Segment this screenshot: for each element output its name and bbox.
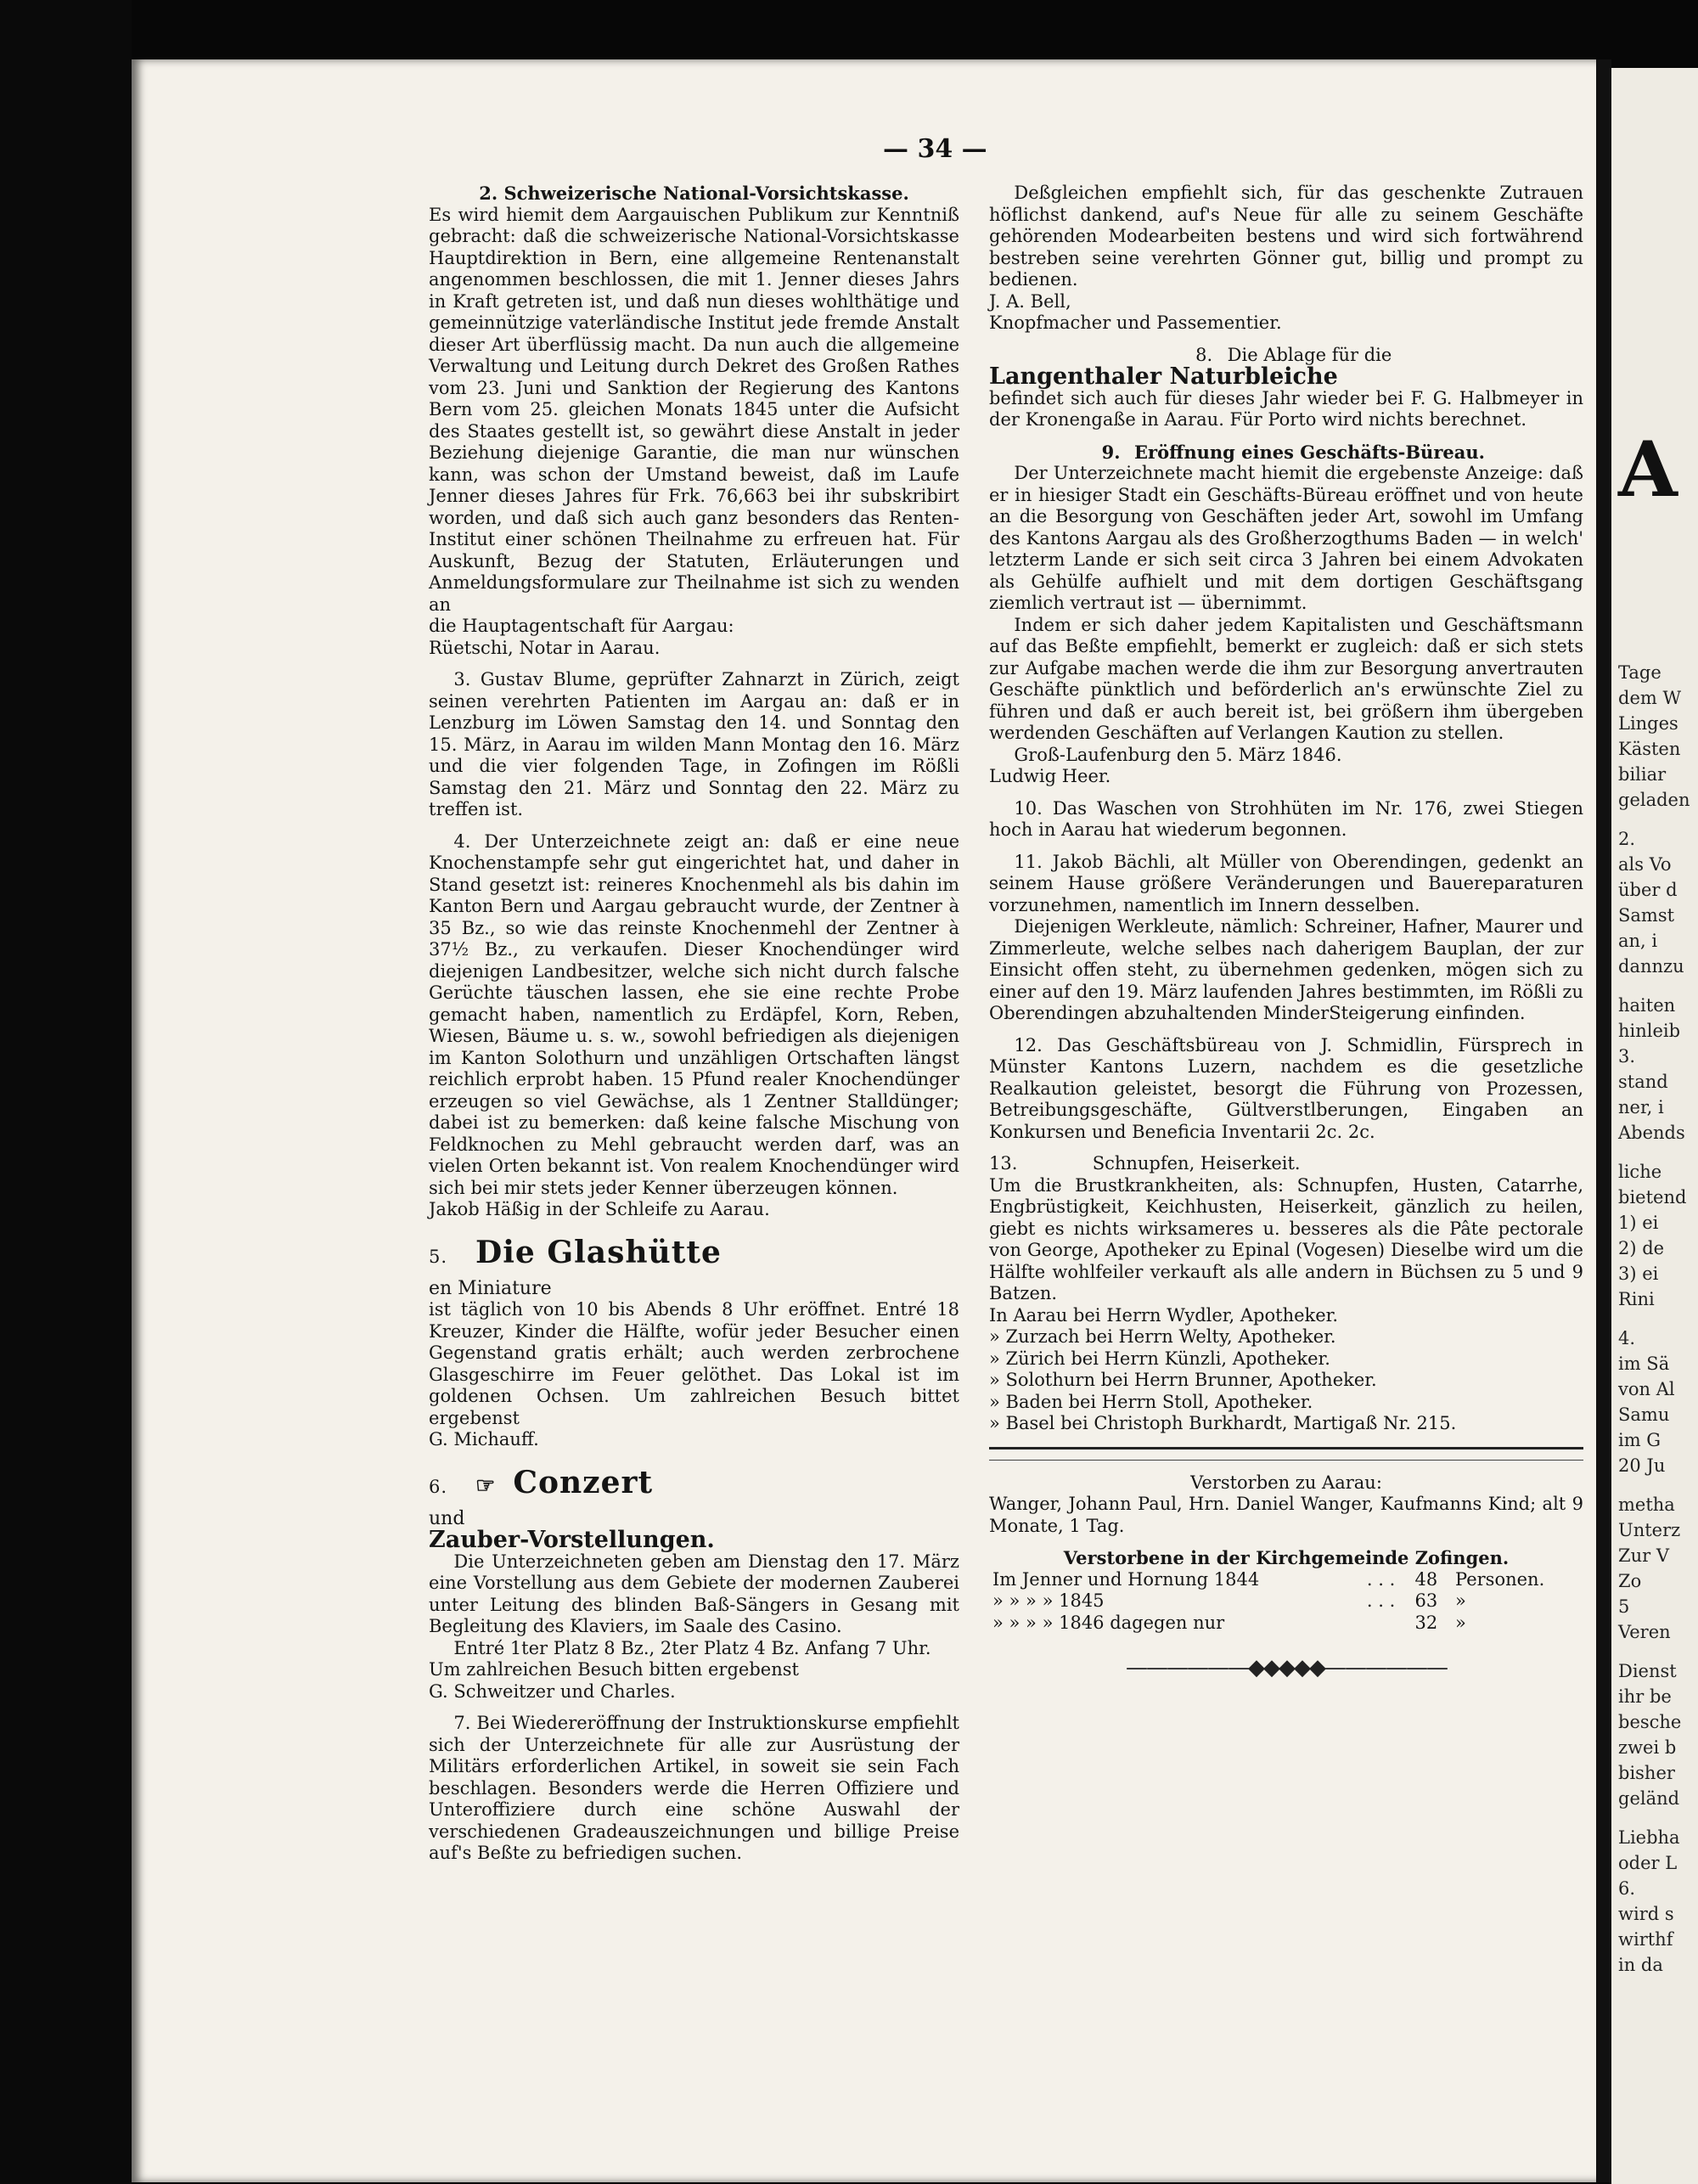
adjacent-page-fragment: geländ [1618, 1788, 1680, 1809]
ad-text: Diejenigen Werkleute, nämlich: Schreiner, Hafner, Maurer und Zimmerleute, welche selbes nach daherigem Bauplan, der zur Einsicht offen steht, zu übernehmen gedenken, mögen sich zu einer auf den 19. März laufenden Jahres bestimmten, im Rößli zu Oberendingen abzuhaltenden MinderSteigerung einfinden. [989, 916, 1583, 1023]
adjacent-page-fragment: Dienst [1618, 1661, 1677, 1681]
ad-title-and: und [429, 1507, 465, 1529]
adjacent-page-edge [1611, 68, 1698, 2184]
scan-margin [0, 0, 132, 2184]
adjacent-page-fragment: in da [1618, 1955, 1663, 1975]
ad-title: Schweizerische National-Vorsichtskasse. [503, 183, 909, 204]
seller-line: » Basel bei Christoph Burkhardt, Martigaß Nr. 215. [989, 1413, 1457, 1433]
adjacent-page-fragment: Samst [1618, 905, 1675, 926]
ad-knochenmehl [429, 831, 959, 1221]
adjacent-page-fragment: 3. [1618, 1046, 1636, 1067]
adjacent-page-fragment: Zur V [1618, 1545, 1669, 1566]
adjacent-page-fragment: 2) de [1618, 1238, 1665, 1258]
adjacent-page-fragment: bisher [1618, 1763, 1675, 1783]
end-ornament-icon: ——————◆◆◆◆◆—————— [1126, 1655, 1447, 1680]
ad-militaer-continued [989, 183, 1583, 335]
ad-text: Indem er sich daher jedem Kapitalisten und Geschäftsmann auf das Beßte empfiehlt, bemerkt er zugleich: daß er sich stets zur Aufgabe machen werde die ihm zur Besorgung anvertrauten Geschäfte pünktlich und beförderlich an's erwünschte Ziel zu führen und daß er auch bereit ist, bei größern ihm übergeben werdenden Geschäften auf Verlangen Kaution zu stellen. [989, 614, 1583, 743]
ad-baechli [989, 852, 1583, 1025]
row-unit: » [1455, 1612, 1466, 1633]
row-count: 63 [1414, 1590, 1438, 1611]
adjacent-page-fragment: 2. [1618, 829, 1636, 849]
ad-signature: die Hauptagentschaft für Aargau: [429, 616, 734, 636]
ad-strohhuete [989, 798, 1583, 842]
adjacent-page-fragment: zwei b [1618, 1737, 1677, 1758]
row-unit: Personen. [1455, 1568, 1545, 1590]
death-stats-table [989, 1569, 1583, 1635]
adjacent-page-fragment: 3) ei [1618, 1264, 1659, 1284]
adjacent-page-fragment: wird s [1618, 1904, 1674, 1924]
ad-title: Eröffnung eines Geschäfts-Büreau. [1134, 441, 1485, 463]
ad-national-vorsichtskasse [429, 183, 959, 659]
adjacent-page-fragment: hinleib [1618, 1021, 1681, 1041]
adjacent-page-initial: A [1618, 425, 1678, 515]
ad-militaer [429, 1713, 959, 1865]
ad-place-date: Groß-Laufenburg den 5. März 1846. [1014, 744, 1342, 765]
row-dots: . . . [1366, 1590, 1396, 1611]
deaths-aarau [989, 1472, 1583, 1538]
ad-text: befindet sich auch für dieses Jahr wieder bei F. G. Halbmeyer in der Kronengaße in Aarau. Für Porto wird nichts berechnet. [989, 387, 1583, 430]
ad-text: 10. Das Waschen von Strohhüten im Nr. 176, zwei Stiegen hoch in Aarau hat wiederum begonnen. [989, 797, 1583, 840]
adjacent-page-fragment: Liebha [1618, 1827, 1680, 1848]
ad-signature: Ludwig Heer. [989, 766, 1111, 786]
death-entry: Wanger, Johann Paul, Hrn. Daniel Wanger, Kaufmanns Kind; alt 9 Monate, 1 Tag. [989, 1494, 1583, 1536]
ad-entry-prices: Entré 1ter Platz 8 Bz., 2ter Platz 4 Bz. Anfang 7 Uhr. [453, 1637, 931, 1658]
ad-text: Es wird hiemit dem Aargauischen Publikum zur Kenntniß gebracht: daß die schweizerische National-Vorsichtskasse Hauptdirektion in Bern, eine allgemeine Rentenanstalt angenommen beschlossen, die mit 1. Jenner dieses Jahrs in Kraft getreten ist, und daß nun dieses wohlthätige und gemeinnützige vaterländische Institut jede fremde Anstalt dieser Art überflüssig macht. Da nun auch die allgemeine Verwaltung und Leitung durch Dekret des Großen Rathes vom 23. Juni und Sanktion der Regierung des Kantons Bern vom 25. gleichen Monats 1845 unter die Aufsicht des Staates gestellt ist, so gewährt diese Anstalt in jeder Beziehung diejenige Garantie, die man nur wünschen kann, was schon der Umstand beweist, daß im Laufe Jenner dieses Jahres für Frk. 76,663 bei ihr subskribirt worden, und daß sich auch ganz besonders das Renten-Institut einer schönen Theilnahme zu erfreuen hat. Für Auskunft, Bezug der Statuten, Erläuterungen und Anmeldungsformulare zur Theilnahme ist sich zu wenden an [429, 204, 959, 615]
adjacent-page-fragment: liche [1618, 1162, 1662, 1182]
adjacent-page-fragment: Abends [1618, 1123, 1685, 1143]
ad-number: 5. [429, 1246, 448, 1267]
ad-text: Deßgleichen empfiehlt sich, für das geschenkte Zutrauen höflichst dankend, auf's Neue für alle zu seinem Geschäfte gehörenden Modearbeiten bestens und wird sich fortwährend bestreben seine verehrten Gönner gut, billig und prompt zu bedienen. [989, 183, 1583, 290]
ad-naturbleiche [989, 345, 1583, 431]
ad-schnupfen [989, 1153, 1583, 1435]
section-heading: Verstorben zu Aarau: [1190, 1472, 1382, 1493]
adjacent-page-fragment: bietend [1618, 1187, 1687, 1207]
adjacent-page-fragment: Tage [1618, 662, 1661, 683]
ad-signature: G. Michauff. [429, 1429, 539, 1449]
row-label: Im Jenner und Hornung 1844 [992, 1568, 1260, 1590]
adjacent-page-fragment: an, i [1618, 931, 1658, 951]
ad-text: 7. Bei Wiedereröffnung der Instruktionskurse empfiehlt sich der Unterzeichnete für alle zur Ausrüstung der Militärs erforderlichen Artikel, in soweit sie sein Fach beschlagen. Besonders werde die Herren Offiziere und Unteroffiziere durch eine schöne Auswahl der verschiedenen Gradeauszeichnungen und billige Preise auf's Beßte zu befriedigen suchen. [429, 1713, 959, 1863]
seller-line: » Solothurn bei Herrn Brunner, Apotheker. [989, 1370, 1377, 1390]
adjacent-page-fragment: biliar [1618, 764, 1667, 785]
adjacent-page-fragment: Zo [1618, 1571, 1642, 1591]
ad-text: Um die Brustkrankheiten, als: Schnupfen, Husten, Catarrhe, Engbrüstigkeit, Keichhusten, Heiserkeit, gänzlich zu heilen, giebt es nichts wirksameres u. besseres als die Pâte pectorale von George, Apotheker zu Epinal (Vogesen) Dieselbe wird um die Hälfte wohlfeiler verkauft als alle andern in Büchsen zu 5 und 9 Batzen. [989, 1174, 1583, 1303]
seller-line: » Baden bei Herrn Stoll, Apotheker. [989, 1391, 1313, 1412]
ad-signature: G. Schweitzer und Charles. [429, 1680, 676, 1702]
adjacent-page-fragment: im Sä [1618, 1354, 1670, 1374]
row-label: » » » » 1846 dagegen nur [992, 1612, 1225, 1633]
adjacent-page-fragment: besche [1618, 1712, 1682, 1732]
adjacent-page-fragment: stand [1618, 1072, 1668, 1092]
adjacent-page-fragment: als Vo [1618, 854, 1672, 875]
ad-text: 12. Das Geschäftsbüreau von J. Schmidlin, Fürsprech in Münster Kantons Luzern, nachdem es die gesetzliche Realkaution geleistet, besorgt die Führung von Prozessen, Betreibungsgeschäfte, Gültverstlberungen, Eingaben an Konkursen und Beneficia Inventarii 2c. 2c. [989, 1034, 1583, 1142]
ad-signature: Rüetschi, Notar in Aarau. [429, 637, 661, 658]
adjacent-page-fragment: wirthf [1618, 1929, 1673, 1950]
adjacent-page-fragment: ner, i [1618, 1097, 1664, 1117]
adjacent-page-fragment: 4. [1618, 1328, 1636, 1348]
adjacent-page-fragment: Rini [1618, 1289, 1655, 1309]
ad-signature: Knopfmacher und Passementier. [989, 312, 1282, 333]
adjacent-page-fragment: Kästen [1618, 739, 1681, 759]
ad-text: Der Unterzeichnete macht hiemit die ergebenste Anzeige: daß er in hiesiger Stadt ein Geschäfts-Büreau eröffnet und von heute an die Besorgung von Geschäften jeder Art, sowohl im Umfang des Kantons Aargau als des Großherzogthums Baden — in welch' letzterm Lande er sich seit circa 3 Jahren bei einem Advokaten als Gehülfe aufhielt und mit dem dortigen Geschäftsgang ziemlich vertraut ist — übernimmt. [989, 463, 1583, 613]
adjacent-page-fragment: ihr be [1618, 1686, 1672, 1707]
table-row [989, 1569, 1583, 1591]
ad-title: Zauber-Vorstellungen. [429, 1527, 715, 1553]
adjacent-page-fragment: oder L [1618, 1853, 1678, 1873]
ad-title: Conzert [513, 1464, 654, 1500]
adjacent-page-fragment: haiten [1618, 995, 1676, 1016]
ad-conzert [429, 1461, 959, 1703]
ad-title: Schnupfen, Heiserkeit. [1092, 1153, 1301, 1174]
section-divider-thin [989, 1460, 1583, 1461]
ad-schmidlin [989, 1035, 1583, 1144]
adjacent-page-fragment: 5 [1618, 1596, 1630, 1617]
adjacent-page-fragment: von Al [1618, 1379, 1675, 1399]
row-count: 48 [1414, 1568, 1438, 1590]
seller-line: » Zürich bei Herrn Künzli, Apotheker. [989, 1348, 1330, 1369]
ad-text: Die Unterzeichneten geben am Dienstag den 17. März eine Vorstellung aus dem Gebiete der modernen Zauberei unter Leitung des blinden Baß-Sängers in Gesang mit Begleitung des Klaviers, im Saale des Casino. [429, 1551, 959, 1636]
seller-line: In Aarau bei Herrn Wydler, Apotheker. [989, 1304, 1339, 1326]
page-number: — 34 — [883, 134, 987, 164]
ad-zahnarzt [429, 669, 959, 821]
row-unit: » [1455, 1590, 1466, 1611]
adjacent-page-fragment: geladen [1618, 790, 1690, 810]
adjacent-page-fragment: 20 Ju [1618, 1455, 1666, 1476]
row-dots [1363, 1613, 1412, 1635]
ad-subtitle: en Miniature [429, 1277, 552, 1299]
adjacent-page-fragment: Linges [1618, 713, 1678, 734]
ad-title: Langenthaler Naturbleiche [989, 363, 1338, 390]
adjacent-page-fragment: Samu [1618, 1404, 1670, 1425]
ad-number: 2. [479, 183, 498, 204]
adjacent-page-fragment: 6. [1618, 1878, 1636, 1899]
ad-number: 6. [429, 1476, 448, 1497]
ad-text: ist täglich von 10 bis Abends 8 Uhr eröffnet. Entré 18 Kreuzer, Kinder die Hälfte, wofür jeder Besucher einen Gegenstand gratis erhält; auch werden zerbrochene Glasgeschirre im Feuer gelöthet. Das Lokal ist im goldenen Ochsen. Um zahlreichen Besuch bittet ergebenst [429, 1299, 959, 1428]
ad-number: 8. [1195, 344, 1213, 365]
row-dots: . . . [1366, 1568, 1396, 1590]
adjacent-page-fragment: metha [1618, 1494, 1675, 1515]
ad-number: 13. [989, 1153, 1018, 1174]
adjacent-page-fragment: dannzu [1618, 956, 1684, 977]
ad-closing: Um zahlreichen Besuch bitten ergebenst [429, 1659, 799, 1680]
ad-number: 9. [1101, 441, 1121, 463]
page-gutter [1596, 59, 1611, 2182]
adjacent-page-fragment: 1) ei [1618, 1213, 1659, 1233]
right-column [989, 183, 1583, 1680]
adjacent-page-fragment: im G [1618, 1430, 1661, 1450]
pointing-hand-icon: ☞ [475, 1472, 497, 1499]
ad-pretitle: Die Ablage für die [1227, 344, 1392, 365]
adjacent-page-fragment: Veren [1618, 1622, 1671, 1642]
seller-line: » Zurzach bei Herrn Welty, Apotheker. [989, 1326, 1336, 1347]
ad-geschaefts-bureau [989, 442, 1583, 788]
left-column [429, 183, 959, 1875]
section-divider [989, 1447, 1583, 1449]
ad-title: Die Glashütte [475, 1234, 722, 1270]
section-heading: Verstorbene in der Kirchgemeinde Zofingen. [1063, 1547, 1510, 1568]
table-row [989, 1613, 1583, 1635]
ad-glashuette [429, 1231, 959, 1451]
ad-text: 4. Der Unterzeichnete zeigt an: daß er eine neue Knochenstampfe sehr gut eingerichtet hat, und daher in Stand gesetzt ist: reineres Knochenmehl als bis dahin im Kanton Bern und Aargau gebraucht wurde, der Zentner à 35 Bz., so wie das reinste Knochenmehl der Zentner à 37½ Bz., zu verkaufen. Dieser Knochendünger wird diejenigen Landbesitzer, welche sich nicht durch falsche Gerüchte täuschen lassen, ehe sie eine rechte Probe gemacht haben, namentlich zu Erdäpfel, Korn, Reben, Wiesen, Bäume u. s. w., sowohl befriedigen als diejenigen im Kanton Solothurn und unzähligen Ortschaften längst reichlich erprobt haben. 15 Pfund realer Knochendünger erzeugen so viel Gewächse, als 1 Zentner Stalldünger; dabei ist zu bemerken: daß keine falsche Mischung von Feldknochen zu Mehl gebraucht werden darf, was an vielen Orten bekannt ist. Von realem Knochendünger wird sich bei mir stets jeder Kenner überzeugen können. [429, 830, 959, 1198]
table-row [989, 1590, 1583, 1613]
ad-signature: J. A. Bell, [989, 290, 1071, 312]
adjacent-page-fragment: Unterz [1618, 1520, 1681, 1540]
adjacent-page-fragment: über d [1618, 880, 1678, 900]
ad-text: 11. Jakob Bächli, alt Müller von Oberendingen, gedenkt an seinem Hause größere Veränderungen und Bauereparaturen vorzunehmen, namentlich im Innern desselben. [989, 851, 1583, 915]
adjacent-page-fragment: dem W [1618, 688, 1682, 708]
row-label: » » » » 1845 [992, 1590, 1105, 1611]
ad-text: 3. Gustav Blume, geprüfter Zahnarzt in Zürich, zeigt seinen verehrten Patienten im Aargau an: daß er in Lenzburg im Löwen Samstag den 14. und Sonntag den 15. März, in Aarau im wilden Mann Montag den 16. März und die vier folgenden Tage, in Zofingen im Rößli Samstag den 21. März und Sonntag den 22. März zu treffen ist. [429, 669, 959, 819]
ad-signature: Jakob Häßig in der Schleife zu Aarau. [429, 1199, 770, 1219]
deaths-zofingen [989, 1547, 1583, 1634]
row-count: 32 [1414, 1612, 1438, 1633]
